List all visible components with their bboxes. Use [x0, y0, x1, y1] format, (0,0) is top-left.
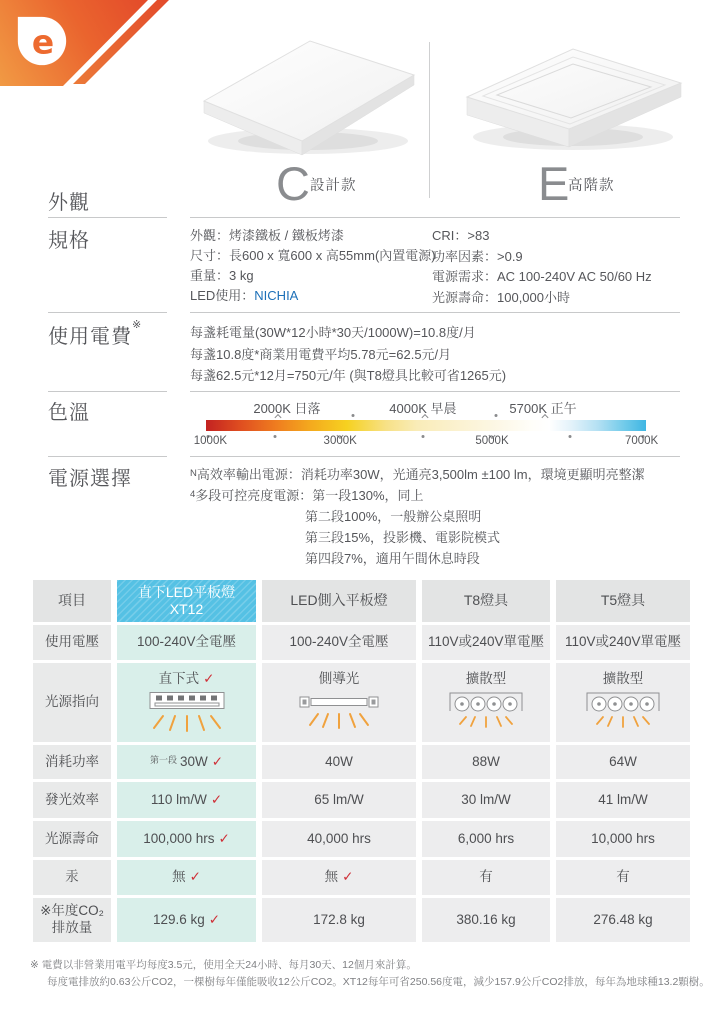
- table-cell: 41 lm/W: [556, 782, 690, 818]
- spec-line: 外觀：烤漆鐵板 / 鐵板烤漆: [190, 228, 344, 243]
- table-cell: 側導光: [262, 663, 416, 742]
- rule: [48, 456, 167, 457]
- table-cell: 380.16 kg: [422, 898, 550, 942]
- table-cell: 6,000 hrs: [422, 821, 550, 857]
- check-icon: ✓: [208, 911, 221, 927]
- table-row-label: 汞: [33, 860, 111, 895]
- table-cell: 110 lm/W ✓: [117, 782, 256, 818]
- direct-down-icon: [141, 690, 233, 734]
- model-name-c: 設計款: [310, 178, 357, 194]
- model-letter-c: C: [276, 157, 310, 210]
- power-line: $^4$多段可控亮度電源：第一段130%，同上: [190, 488, 424, 503]
- scale-dot: [351, 414, 354, 417]
- section-label-cost: [48, 320, 142, 349]
- check-icon: ✓: [218, 830, 230, 846]
- table-row-label: 發光效率: [33, 782, 111, 818]
- section-label-power: 電源選擇: [48, 468, 132, 490]
- rule: [190, 456, 680, 457]
- rule: [190, 391, 680, 392]
- footnote-line: ※ 電費以非營業用電平均每度3.5元，使用全天24小時、每月30天、12個月來計算。: [30, 959, 417, 971]
- table-row-label: 光源指向: [33, 663, 111, 742]
- cost-label-text: 使用電費: [48, 326, 132, 348]
- product-image-premium-model: [455, 25, 690, 170]
- cost-lines: [190, 322, 506, 387]
- scale-dot: [421, 435, 424, 438]
- cct-tick-7000k: 7000K: [624, 435, 659, 447]
- product-image-design-model: [190, 25, 425, 170]
- table-cell: 有: [556, 860, 690, 895]
- diffuse-icon: [440, 690, 532, 734]
- table-cell: 無 ✓: [262, 860, 416, 895]
- spec-line: CRI：>83: [432, 228, 490, 243]
- scale-dot: [568, 435, 571, 438]
- cost-line: 每盞10.8度*商業用電費平均5.78元=62.5元/月: [190, 346, 452, 362]
- table-cell: 276.48 kg: [556, 898, 690, 942]
- section-label-cct: 色溫: [48, 402, 90, 424]
- table-header-cell: T8燈具: [422, 580, 550, 622]
- product-divider: [429, 42, 430, 198]
- scale-dot: [494, 414, 497, 417]
- table-cell: 100-240V全電壓: [262, 625, 416, 660]
- rule: [48, 217, 167, 218]
- comparison-table: [33, 580, 690, 942]
- footnote-mark: ※: [132, 319, 143, 331]
- cct-tick-1000k: 1000K: [193, 435, 228, 447]
- spec-line: 尺寸：長600 x 寬600 x 高55mm(內置電源): [190, 248, 436, 263]
- table-cell: 40W: [262, 745, 416, 779]
- cct-tick-5000k: 5000K: [475, 435, 509, 447]
- cct-marker-4000k: 4000K 早晨: [389, 401, 457, 416]
- edge-lit-icon: [293, 690, 385, 734]
- spec-line-led: [190, 286, 436, 306]
- check-icon: ✓: [210, 791, 223, 807]
- cct-marker-2000k: 2000K 日落: [253, 401, 321, 416]
- diffuse-icon: [577, 690, 669, 734]
- spec-line: 光源壽命：100,000小時: [432, 289, 570, 305]
- scale-dot: [274, 435, 277, 438]
- specs-right-column: [432, 226, 652, 308]
- specs-left-column: [190, 226, 436, 306]
- rule: [190, 312, 680, 313]
- table-header-cell: T5燈具: [556, 580, 690, 622]
- spec-line: 功率因素：>0.9: [432, 248, 523, 264]
- cost-line: 每盞耗電量(30W*12小時*30天/1000W)=10.8度/月: [190, 325, 476, 340]
- check-icon: ✓: [203, 670, 215, 686]
- section-label-appearance: 外觀: [48, 192, 90, 214]
- svg-text:e: e: [31, 22, 55, 62]
- table-cell: 110V或240V單電壓: [556, 625, 690, 660]
- power-sup: 4: [190, 489, 196, 500]
- power-sup: N: [190, 468, 197, 479]
- power-line: $^N$高效率輸出電源：消耗功率30W，光通亮3,500lm ±100 lm，環境更顯明亮整潔: [190, 467, 645, 482]
- table-cell: 65 lm/W: [262, 782, 416, 818]
- table-cell: 直下式 ✓: [117, 663, 256, 742]
- table-cell: 88W: [422, 745, 550, 779]
- power-option-lines: [190, 464, 645, 569]
- model-name-e: 高階款: [568, 178, 615, 194]
- model-letter-e: E: [538, 157, 570, 210]
- rule: [190, 217, 680, 218]
- table-header-xt12: 直下LED平板燈 XT12: [117, 580, 256, 622]
- table-row-label: ※年度CO₂ 排放量: [33, 898, 111, 942]
- table-row-label: 消耗功率: [33, 745, 111, 779]
- brand-leaf-logo-icon: [13, 12, 71, 70]
- table-cell: 100,000 hrs ✓: [117, 821, 256, 857]
- table-cell: 10,000 hrs: [556, 821, 690, 857]
- led-prefix: LED使用：: [190, 288, 255, 303]
- cost-line: 每盞62.5元*12月=750元/年 (與T8燈具比較可省1265元): [190, 368, 507, 383]
- cct-tick-3000k: 3000K: [323, 435, 357, 447]
- table-cell: 40,000 hrs: [262, 821, 416, 857]
- table-cell: 無 ✓: [117, 860, 256, 895]
- power-line: 第四段7%，適用午間休息時段: [305, 551, 480, 566]
- check-icon: ✓: [211, 753, 224, 769]
- led-brand-link: NICHIA: [254, 288, 299, 303]
- table-cell: 129.6 kg ✓: [117, 898, 256, 942]
- spec-line: 電源需求：AC 100-240V AC 50/60 Hz: [432, 269, 652, 284]
- table-header-cell: 項目: [33, 580, 111, 622]
- rule: [48, 312, 167, 313]
- table-cell: 172.8 kg: [262, 898, 416, 942]
- footnote-line: 每度電排放約0.63公斤CO2，一棵樹每年僅能吸收12公斤CO2。XT12每年可省250.56度電，減少157.9公斤CO2排放，每年為地球種13.2顆樹。: [47, 976, 710, 988]
- table-cell: 擴散型: [422, 663, 550, 742]
- power-line: 第二段100%，一般辦公桌照明: [305, 509, 482, 524]
- table-cell: 100-240V全電壓: [117, 625, 256, 660]
- color-temperature-scale: [193, 398, 659, 452]
- check-icon: ✓: [342, 869, 354, 885]
- spec-line: 重量：3 kg: [190, 268, 254, 283]
- table-header-cell: LED側入平板燈: [262, 580, 416, 622]
- table-row-label: 光源壽命: [33, 821, 111, 857]
- table-cell: 有: [422, 860, 550, 895]
- table-cell: 擴散型: [556, 663, 690, 742]
- section-label-specs: 規格: [48, 230, 90, 252]
- table-cell: 64W: [556, 745, 690, 779]
- table-cell: 30 lm/W: [422, 782, 550, 818]
- cct-marker-5700k: 5700K 正午: [509, 401, 577, 416]
- power-line: 第三段15%，投影機、電影院模式: [305, 530, 501, 545]
- table-row-label: 使用電壓: [33, 625, 111, 660]
- table-cell: $^{第一段}$ 30W ✓: [117, 745, 256, 779]
- rule: [48, 391, 167, 392]
- color-temperature-gradient-bar: [206, 420, 646, 431]
- check-icon: ✓: [189, 869, 201, 885]
- table-cell: 110V或240V單電壓: [422, 625, 550, 660]
